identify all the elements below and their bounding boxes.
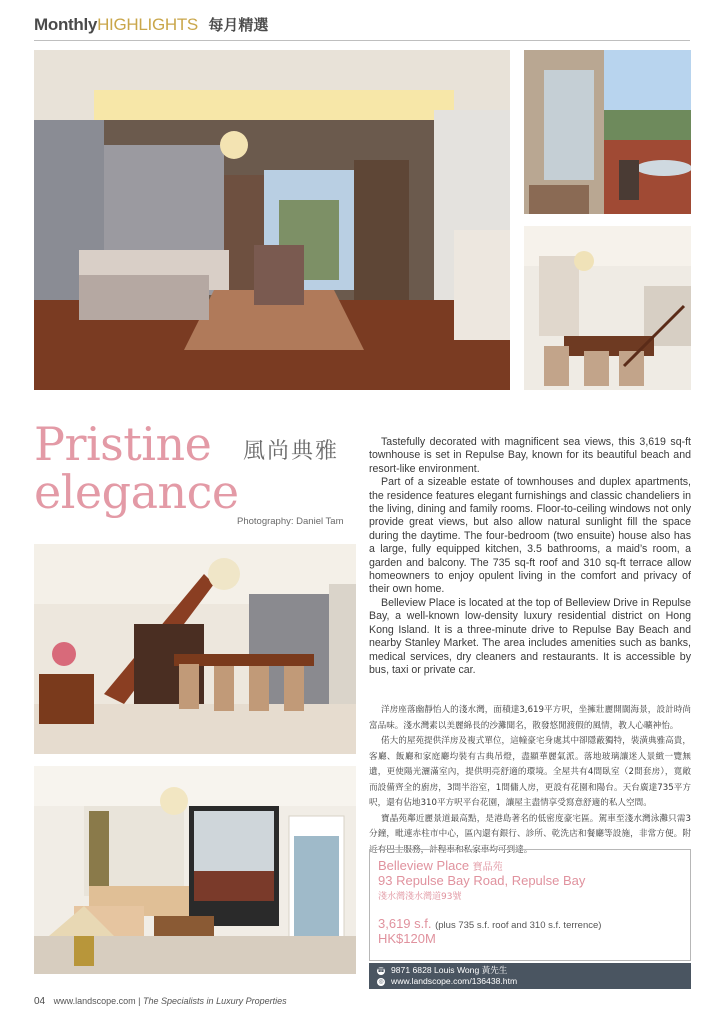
photo-credit: Photography: Daniel Tam xyxy=(237,516,344,527)
living-room-photo xyxy=(34,50,510,390)
header-monthly: Monthly xyxy=(34,15,98,34)
contact-bar xyxy=(369,963,691,989)
listing-address-zh: 淺水灣淺水灣道93號 xyxy=(378,892,462,902)
footer-tagline: The Specialists in Luxury Properties xyxy=(143,996,287,1006)
body-zh-paragraph: 偌大的屋苑提供洋房及複式單位，這幢豪宅身處其中卻隱蔽獨特，裝潢典雅高貴，客廳、飯廳和家庭廳均裝有古典吊燈，盡顯華麗氣派。落地玻璃讓迷人景緻一覽無遺，更使陽光灑滿室內，提供明亮舒適的環境。全屋共有4間臥室（2間套房），寬敞而設備齊全的廚房，3間半浴室，1間傭人房，更設有花園和陽台。天台廣達735平方呎，還有佔地310平方呎平台花園，讓屋主盡情享受寫意舒適的私人空間。 xyxy=(369,736,691,808)
body-zh-paragraph: 寶晶苑鄰近麗景道最高點，是港島著名的低密度豪宅區。駕車至淺水灣泳灘只需3分鐘，毗連赤柱市中心，區內還有銀行、診所、乾洗店和餐廳等設施，非常方便。附近有巴士服務，計程車和私家車均可到達。 xyxy=(369,813,691,855)
listing-name-zh: 寶晶苑 xyxy=(472,862,503,873)
globe-icon: ◎ xyxy=(378,978,384,985)
title-line-2: elegance xyxy=(34,465,239,519)
contact-phone[interactable]: 9871 6828 Louis Wong 黃先生 xyxy=(391,965,508,975)
listing-name: Belleview Place xyxy=(378,858,470,873)
listing-name-row xyxy=(378,858,682,873)
title-line-1: Pristine xyxy=(34,417,212,471)
body-en-paragraph: Part of a sizeable estate of townhouses and duplex apartments, the residence features elegant furnishings and classic chandeliers in the living, dining and family rooms. Floor-to-ceiling windows not only provide great views, but also allow natural sunlight fill the space during the daytime. The four-bedroom (two ensuite) house also has a large, fully equipped kitchen, 3.5 bathrooms, a maid’s room, a garden and balcony. The 735 sq-ft roof and 310 sq-ft terrace allow homeowners to enjoy opulent living in the comfort and privacy of their own home. xyxy=(369,476,691,596)
article-body-zh xyxy=(369,703,691,858)
listing-price: HK$120M xyxy=(378,931,436,946)
header-divider xyxy=(34,40,690,41)
terrace-photo xyxy=(524,50,691,214)
dining-stair-photo xyxy=(524,226,691,390)
article-title-zh: 風尚典雅 xyxy=(243,439,340,464)
header-zh: 每月精選 xyxy=(208,17,269,34)
body-zh-paragraph: 洋房座落幽靜怡人的淺水灣，面積達3,619平方呎，坐擁壯麗開闊海景，設計時尚富品味。淺水灣素以美麗綿長的沙灘聞名，散發悠閒渡假的風情，教人心曠神怡。 xyxy=(369,705,691,731)
contact-url[interactable]: www.landscope.com/136438.htm xyxy=(391,976,518,986)
article-body-en xyxy=(369,436,691,677)
phone-icon: ☎ xyxy=(377,967,385,974)
contact-web-row[interactable] xyxy=(377,976,683,987)
family-room-photo xyxy=(34,766,356,974)
page-footer xyxy=(34,996,287,1007)
header-highlights: HIGHLIGHTS xyxy=(97,15,198,34)
footer-site[interactable]: www.landscope.com | xyxy=(53,996,144,1006)
body-en-paragraph: Belleview Place is located at the top of Belleview Drive in Repulse Bay, a well-known low-density luxury residential district on Hong Kong Island. It is a three-minute drive to Repulse Bay Beach and nearby Stanley Market. The area includes amenities such as banks, medical services, dry cleaners and restaurants. It is accessible by bus, taxi or private car. xyxy=(369,596,691,676)
article-title xyxy=(34,417,239,519)
listing-info-box xyxy=(369,849,691,961)
listing-size-row xyxy=(378,916,682,931)
listing-size-note: (plus 735 s.f. roof and 310 s.f. terrence) xyxy=(435,920,602,931)
listing-size: 3,619 s.f. xyxy=(378,916,432,931)
listing-address: 93 Repulse Bay Road, Repulse Bay xyxy=(378,873,586,888)
page-number: 04 xyxy=(34,996,46,1007)
page-header xyxy=(34,14,268,42)
staircase-dining-photo xyxy=(34,544,356,754)
body-en-paragraph: Tastefully decorated with magnificent sea views, this 3,619 sq-ft townhouse is set in Repulse Bay, known for its beautiful beach and resort-like environment. xyxy=(369,436,691,475)
contact-phone-row[interactable] xyxy=(377,965,683,976)
